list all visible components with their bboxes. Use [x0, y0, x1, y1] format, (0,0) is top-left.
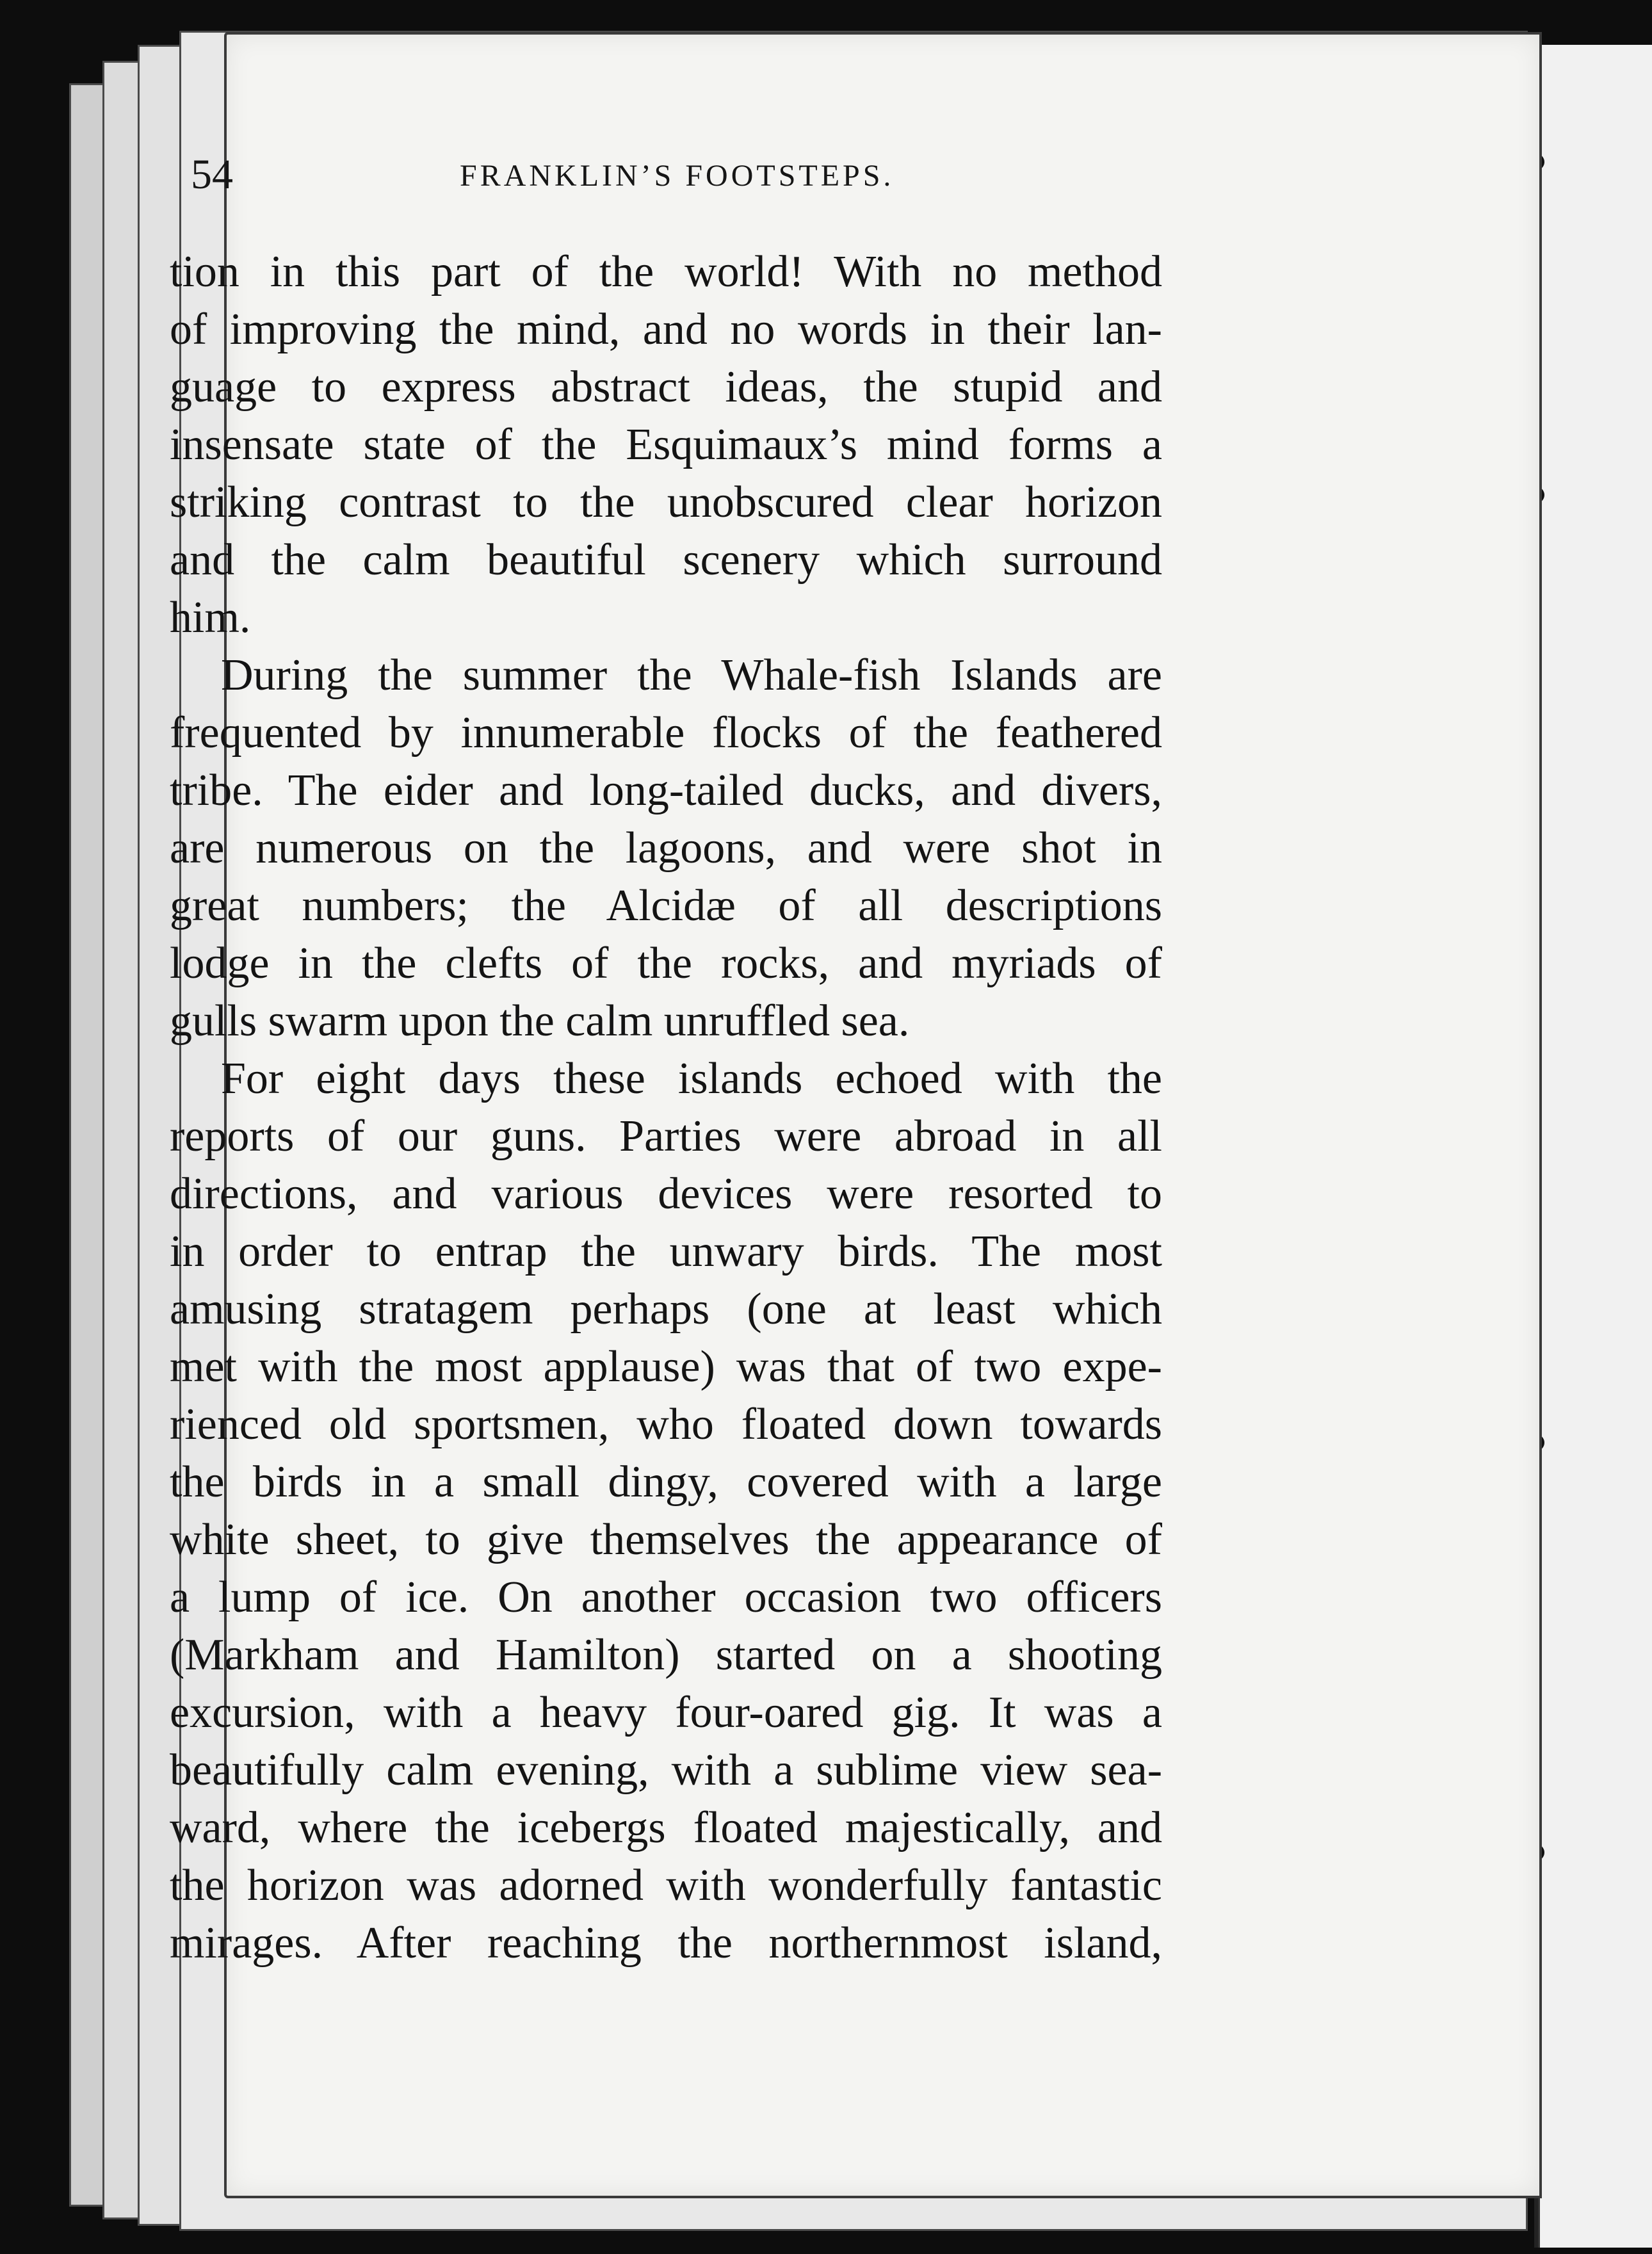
text-line: the birds in a small dingy, covered with a large: [170, 1457, 1162, 1507]
text-line: a lump of ice. On another occasion two officers: [170, 1573, 1162, 1622]
text-line: gulls swarm upon the calm unruffled sea.: [170, 996, 910, 1046]
text-line: and the calm beautiful scenery which surround: [170, 535, 1162, 585]
text-line: great numbers; the Alcidæ of all descriptions: [170, 881, 1162, 930]
text-line: the horizon was adorned with wonderfully fantastic: [170, 1861, 1162, 1910]
text-line: frequented by innumerable flocks of the feathered: [170, 708, 1162, 758]
text-line: in order to entrap the unwary birds. The most: [170, 1227, 1162, 1276]
paragraph-start: For eight days these islands echoed with the: [221, 1054, 1162, 1103]
text-line: reports of our guns. Parties were abroad in all: [170, 1112, 1162, 1161]
text-line: directions, and various devices were resorted to: [170, 1169, 1162, 1219]
text-line: insensate state of the Esquimaux’s mind forms a: [170, 420, 1162, 469]
body-text: [170, 243, 1162, 1972]
text-line: tion in this part of the world! With no method: [170, 247, 1162, 296]
facing-page-edge: [1537, 45, 1652, 2248]
text-line: lodge in the clefts of the rocks, and myriads of: [170, 939, 1162, 988]
text-line: white sheet, to give themselves the appearance of: [170, 1515, 1162, 1564]
running-title: FRANKLIN’S FOOTSTEPS.: [460, 159, 895, 193]
text-line: tribe. The eider and long-tailed ducks, and divers,: [170, 766, 1162, 815]
text-line: rienced old sportsmen, who floated down towards: [170, 1400, 1162, 1449]
text-line: striking contrast to the unobscured clear horizon: [170, 478, 1162, 527]
text-line: ward, where the icebergs floated majestically, and: [170, 1803, 1162, 1853]
text-line: excursion, with a heavy four-oared gig. It was a: [170, 1688, 1162, 1737]
text-line: him.: [170, 593, 251, 642]
text-line: guage to express abstract ideas, the stupid and: [170, 362, 1162, 412]
text-line: are numerous on the lagoons, and were shot in: [170, 823, 1162, 873]
page-number: 54: [191, 151, 233, 198]
page-header: [191, 150, 1151, 208]
text-line: met with the most applause) was that of two expe-: [170, 1342, 1162, 1391]
text-line: amusing stratagem perhaps (one at least which: [170, 1285, 1162, 1334]
text-line: beautifully calm evening, with a sublime view sea-: [170, 1746, 1162, 1795]
text-line: (Markham and Hamilton) started on a shooting: [170, 1630, 1162, 1680]
text-line: mirages. After reaching the northernmost island,: [170, 1918, 1162, 1968]
text-line: of improving the mind, and no words in their lan-: [170, 305, 1162, 354]
paragraph-start: During the summer the Whale-fish Islands are: [221, 651, 1162, 700]
